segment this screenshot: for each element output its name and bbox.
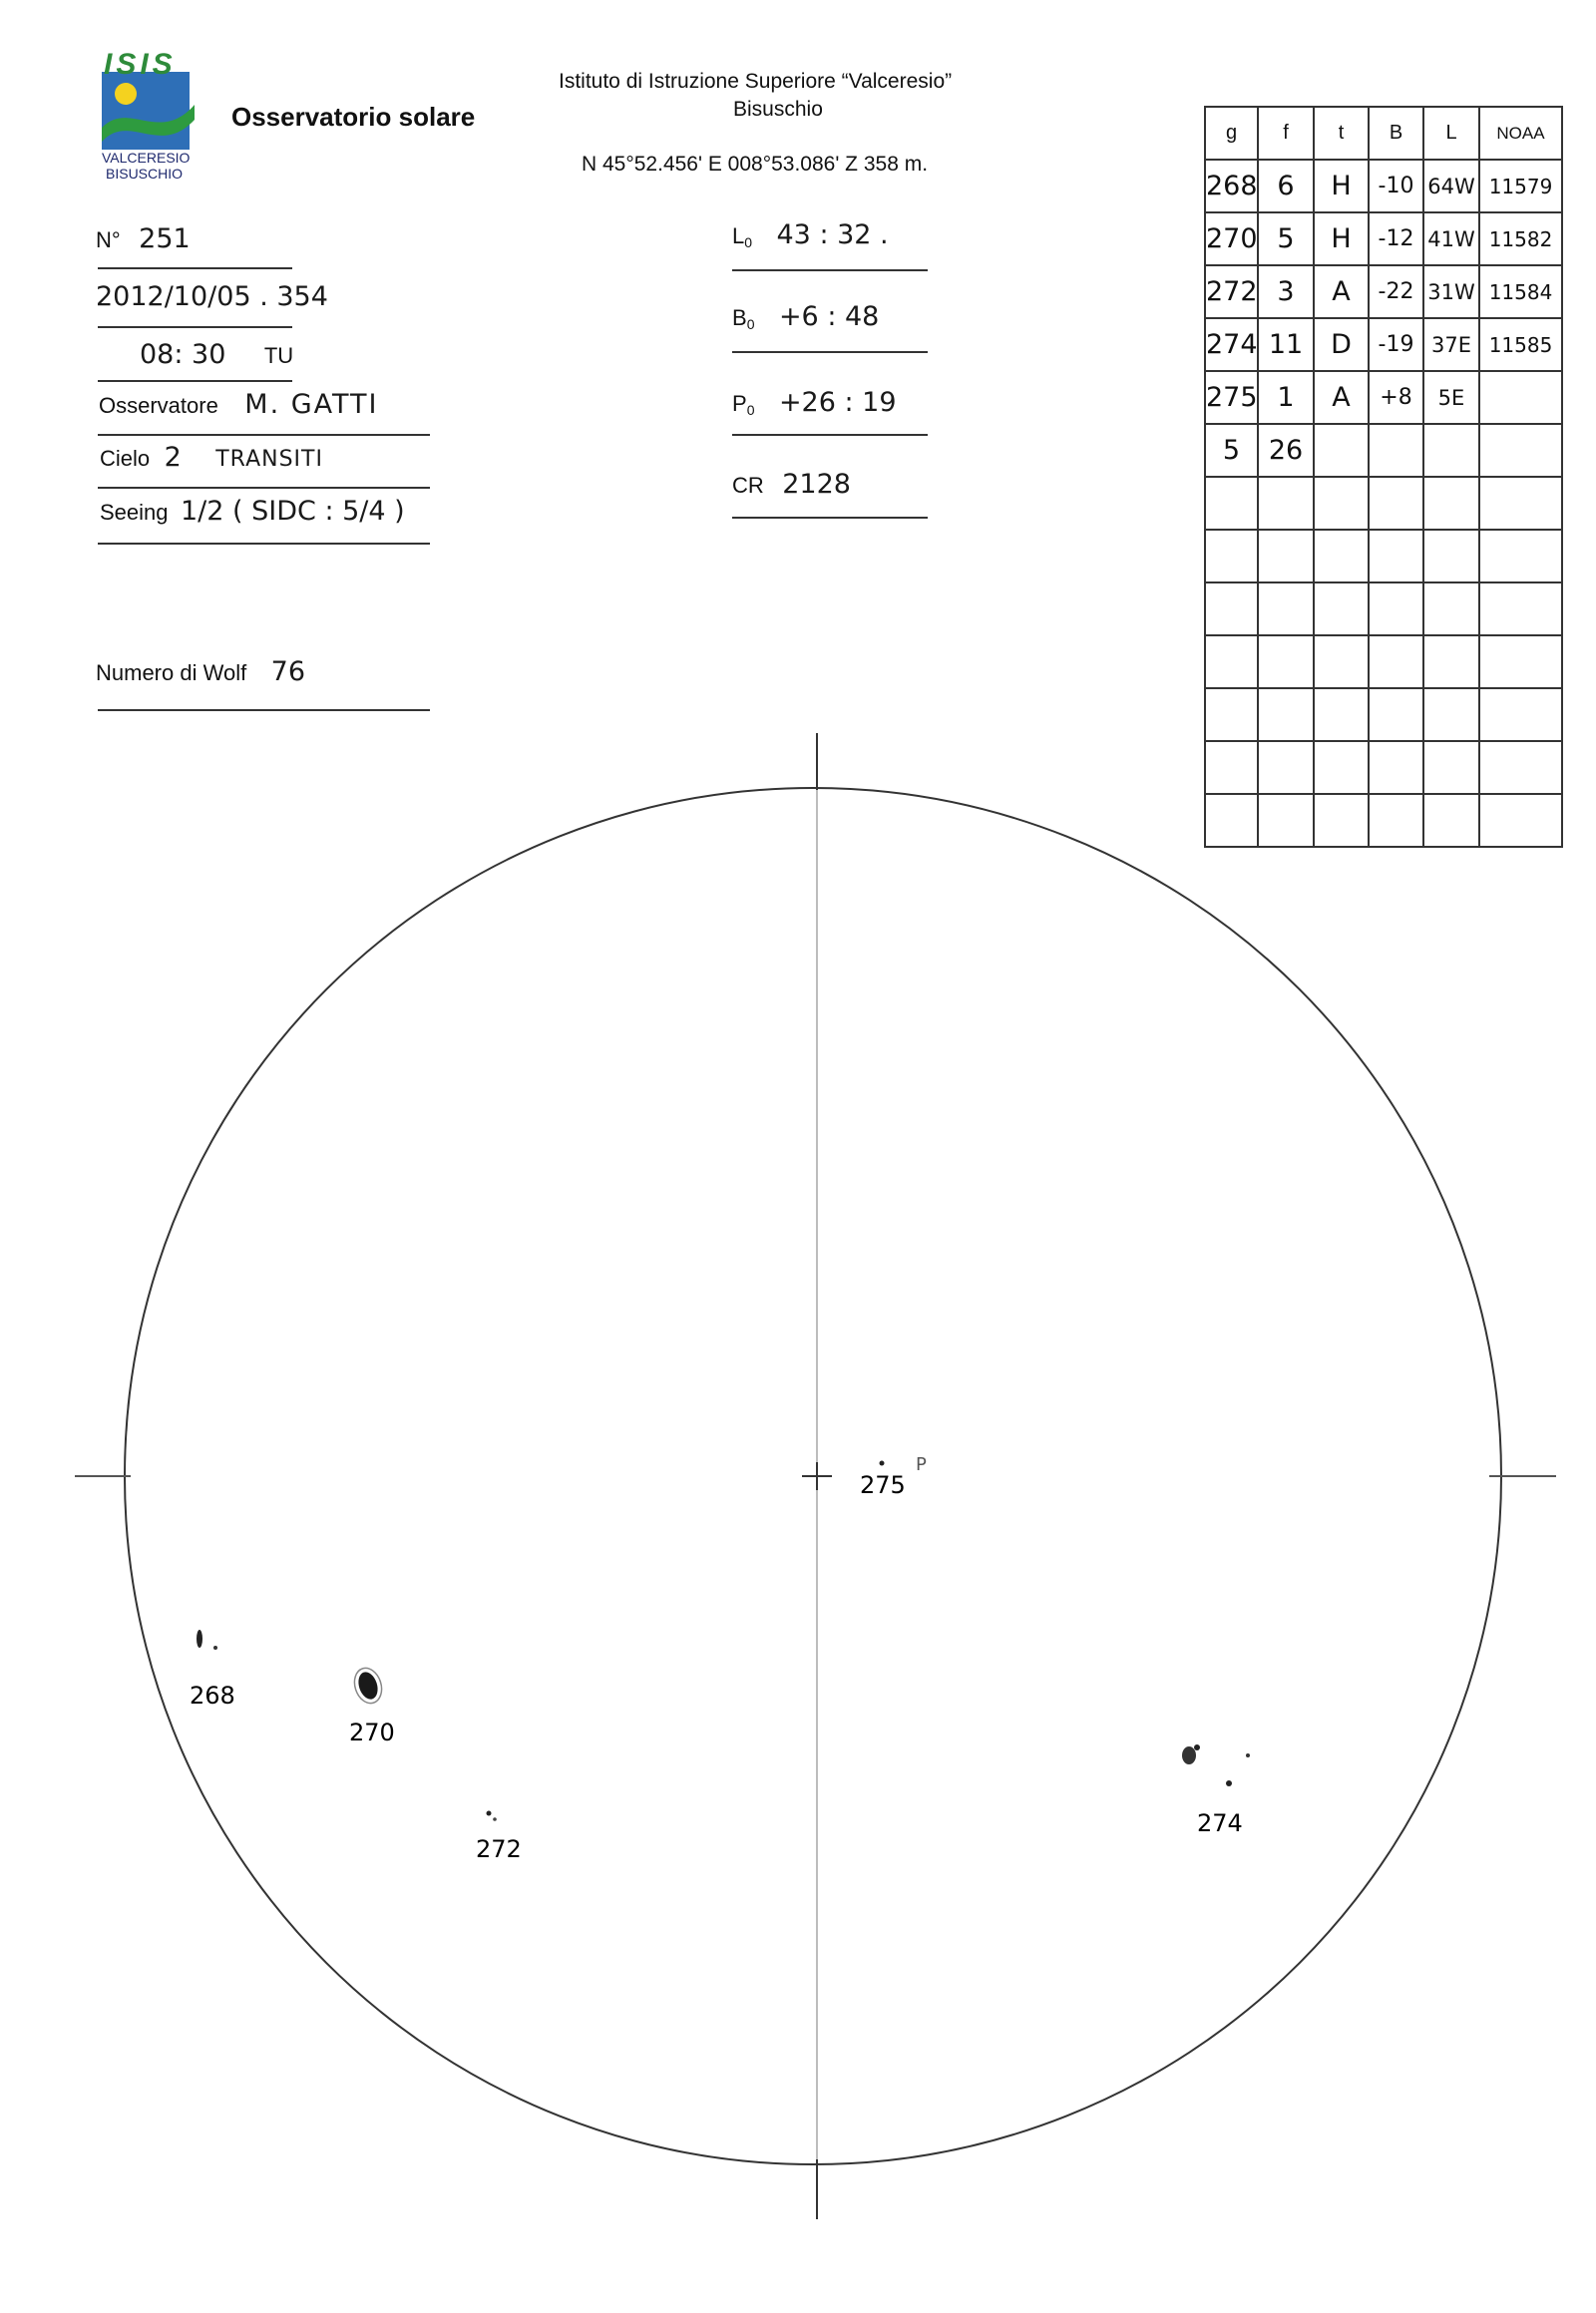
cell-group: 274 [1205, 318, 1258, 371]
cell-group: 272 [1205, 265, 1258, 318]
cell-noaa: 11582 [1479, 212, 1562, 265]
cell-noaa [1479, 794, 1562, 847]
cell-spots [1258, 582, 1314, 635]
cell-latitude: -10 [1369, 160, 1423, 212]
cell-latitude [1369, 477, 1423, 530]
sky-rule [98, 487, 430, 489]
sky-note: TRANSITI [215, 447, 323, 472]
cell-noaa [1479, 424, 1562, 477]
cell-spots [1258, 688, 1314, 741]
cell-type: H [1314, 160, 1369, 212]
group-label-270: 270 [349, 1719, 395, 1746]
p0-field [732, 387, 897, 418]
cell-spots: 5 [1258, 212, 1314, 265]
cell-longitude [1423, 582, 1479, 635]
cell-latitude [1369, 530, 1423, 582]
p0-sub: 0 [746, 402, 755, 419]
group-label-272: 272 [476, 1835, 522, 1863]
l0-rule [732, 269, 928, 271]
cr-value: 2128 [782, 469, 851, 500]
table-row [1205, 635, 1562, 688]
cell-longitude: 37E [1423, 318, 1479, 371]
cell-spots [1258, 635, 1314, 688]
observation-number-value: 251 [139, 223, 191, 254]
group-label-274: 274 [1197, 1809, 1243, 1837]
cell-longitude [1423, 794, 1479, 847]
cell-type: A [1314, 371, 1369, 424]
cell-type: H [1314, 212, 1369, 265]
seeing-field [100, 496, 405, 527]
cell-spots: 6 [1258, 160, 1314, 212]
cell-longitude: 64W [1423, 160, 1479, 212]
cell-group: 275 [1205, 371, 1258, 424]
cell-type [1314, 424, 1369, 477]
table-row [1205, 424, 1562, 477]
cell-longitude [1423, 477, 1479, 530]
cell-latitude [1369, 635, 1423, 688]
cell-noaa [1479, 371, 1562, 424]
header-longitude: L [1423, 107, 1479, 160]
time-field [140, 339, 293, 370]
b0-value: +6 : 48 [778, 301, 880, 332]
observation-number-label: N° [96, 227, 121, 252]
cell-group: 5 [1205, 424, 1258, 477]
cell-longitude [1423, 741, 1479, 794]
cell-noaa: 11579 [1479, 160, 1562, 212]
table-row [1205, 530, 1562, 582]
cell-latitude [1369, 688, 1423, 741]
date-rule [98, 326, 292, 328]
cell-type [1314, 741, 1369, 794]
cell-group: 268 [1205, 160, 1258, 212]
cell-longitude: 5E [1423, 371, 1479, 424]
cell-latitude [1369, 424, 1423, 477]
table-body [1205, 160, 1562, 847]
institute-town: Bisuschio [733, 98, 823, 121]
cell-type [1314, 688, 1369, 741]
cell-type [1314, 582, 1369, 635]
group-label-268: 268 [190, 1682, 235, 1710]
cell-group [1205, 582, 1258, 635]
time-value: 08: 30 [140, 339, 226, 370]
cr-rule [732, 517, 928, 519]
header-latitude: B [1369, 107, 1423, 160]
p0-value: +26 : 19 [778, 387, 897, 418]
cell-spots: 3 [1258, 265, 1314, 318]
cell-noaa: 11585 [1479, 318, 1562, 371]
cell-longitude [1423, 635, 1479, 688]
table-row [1205, 318, 1562, 371]
table-header-row [1205, 107, 1562, 160]
solar-disc-outline [125, 788, 1501, 2164]
table-row [1205, 688, 1562, 741]
cell-longitude: 31W [1423, 265, 1479, 318]
date-value: 2012/10/05 . 354 [96, 281, 328, 312]
cell-type [1314, 794, 1369, 847]
cell-spots [1258, 741, 1314, 794]
number-rule [98, 267, 292, 269]
spots-272 [487, 1811, 497, 1821]
cell-group [1205, 477, 1258, 530]
cell-group [1205, 794, 1258, 847]
l0-sub: 0 [744, 234, 753, 251]
time-unit: TU [263, 343, 294, 368]
logo-wordmark: ISIS [104, 48, 177, 81]
wolf-number-value: 76 [270, 656, 306, 687]
observatory-coordinates: N 45°52.456' E 008°53.086' Z 358 m. [582, 153, 929, 176]
header-group: g [1205, 107, 1258, 160]
table-row [1205, 582, 1562, 635]
cell-longitude [1423, 530, 1479, 582]
header-spots: f [1258, 107, 1314, 160]
spots-268 [197, 1630, 217, 1650]
observer-rule [98, 434, 430, 436]
wolf-number-field [96, 656, 305, 687]
cell-group [1205, 688, 1258, 741]
l0-label: L [732, 223, 745, 248]
cell-spots: 1 [1258, 371, 1314, 424]
header-type: t [1314, 107, 1369, 160]
seeing-rule [98, 543, 430, 545]
cell-spots [1258, 794, 1314, 847]
cell-group [1205, 741, 1258, 794]
spots-270 [350, 1665, 386, 1707]
institute-name: Istituto di Istruzione Superiore “Valceresio” [559, 70, 953, 93]
cell-noaa: 11584 [1479, 265, 1562, 318]
cr-label: CR [732, 473, 764, 498]
spots-274 [1182, 1744, 1250, 1786]
observation-number [96, 223, 191, 254]
cell-type [1314, 635, 1369, 688]
table-row [1205, 265, 1562, 318]
b0-label: B [732, 305, 747, 330]
table-row [1205, 371, 1562, 424]
cell-latitude [1369, 794, 1423, 847]
cell-type: D [1314, 318, 1369, 371]
cell-type [1314, 530, 1369, 582]
table-row [1205, 160, 1562, 212]
cell-spots: 11 [1258, 318, 1314, 371]
cell-group [1205, 530, 1258, 582]
cell-type: A [1314, 265, 1369, 318]
cell-spots [1258, 477, 1314, 530]
cell-noaa [1479, 741, 1562, 794]
cell-latitude [1369, 582, 1423, 635]
cell-noaa [1479, 635, 1562, 688]
cell-group [1205, 635, 1258, 688]
cell-latitude [1369, 741, 1423, 794]
cell-latitude: -12 [1369, 212, 1423, 265]
cell-longitude [1423, 688, 1479, 741]
cell-latitude: -19 [1369, 318, 1423, 371]
cell-noaa [1479, 688, 1562, 741]
table-row [1205, 794, 1562, 847]
b0-rule [732, 351, 928, 353]
cell-group: 270 [1205, 212, 1258, 265]
cell-latitude: -22 [1369, 265, 1423, 318]
p0-label: P [732, 391, 747, 416]
sky-label: Cielo [100, 446, 151, 471]
cell-spots: 26 [1258, 424, 1314, 477]
cell-longitude: 41W [1423, 212, 1479, 265]
wolf-rule [98, 709, 430, 711]
l0-field [732, 219, 889, 250]
table-row [1205, 477, 1562, 530]
observer-field [99, 389, 379, 420]
p0-rule [732, 434, 928, 436]
cell-noaa [1479, 477, 1562, 530]
header-noaa: NOAA [1479, 107, 1562, 160]
cr-field [732, 469, 851, 500]
sky-field [100, 442, 323, 473]
table-row [1205, 212, 1562, 265]
cell-noaa [1479, 530, 1562, 582]
group-label-275: 275 [860, 1471, 906, 1499]
cell-type [1314, 477, 1369, 530]
sky-value: 2 [164, 442, 182, 473]
page-title: Osservatorio solare [231, 102, 476, 132]
b0-sub: 0 [746, 316, 755, 333]
spots-275 [880, 1461, 885, 1466]
observer-label: Osservatore [99, 393, 218, 418]
p-mark: P [916, 1454, 927, 1475]
logo-subtitle-2: BISUSCHIO [106, 166, 184, 182]
cell-spots [1258, 530, 1314, 582]
l0-value: 43 : 32 . [776, 219, 889, 250]
observer-value: M. GATTI [244, 389, 379, 420]
seeing-value: 1/2 ( SIDC : 5/4 ) [180, 496, 405, 527]
seeing-label: Seeing [100, 500, 169, 525]
table-row [1205, 741, 1562, 794]
b0-field [732, 301, 879, 332]
logo-subtitle-1: VALCERESIO [102, 150, 191, 166]
wolf-number-label: Numero di Wolf [96, 660, 247, 685]
cell-longitude [1423, 424, 1479, 477]
sunspot-group-table [1204, 106, 1563, 848]
time-rule [98, 380, 292, 382]
cell-latitude: +8 [1369, 371, 1423, 424]
cell-noaa [1479, 582, 1562, 635]
